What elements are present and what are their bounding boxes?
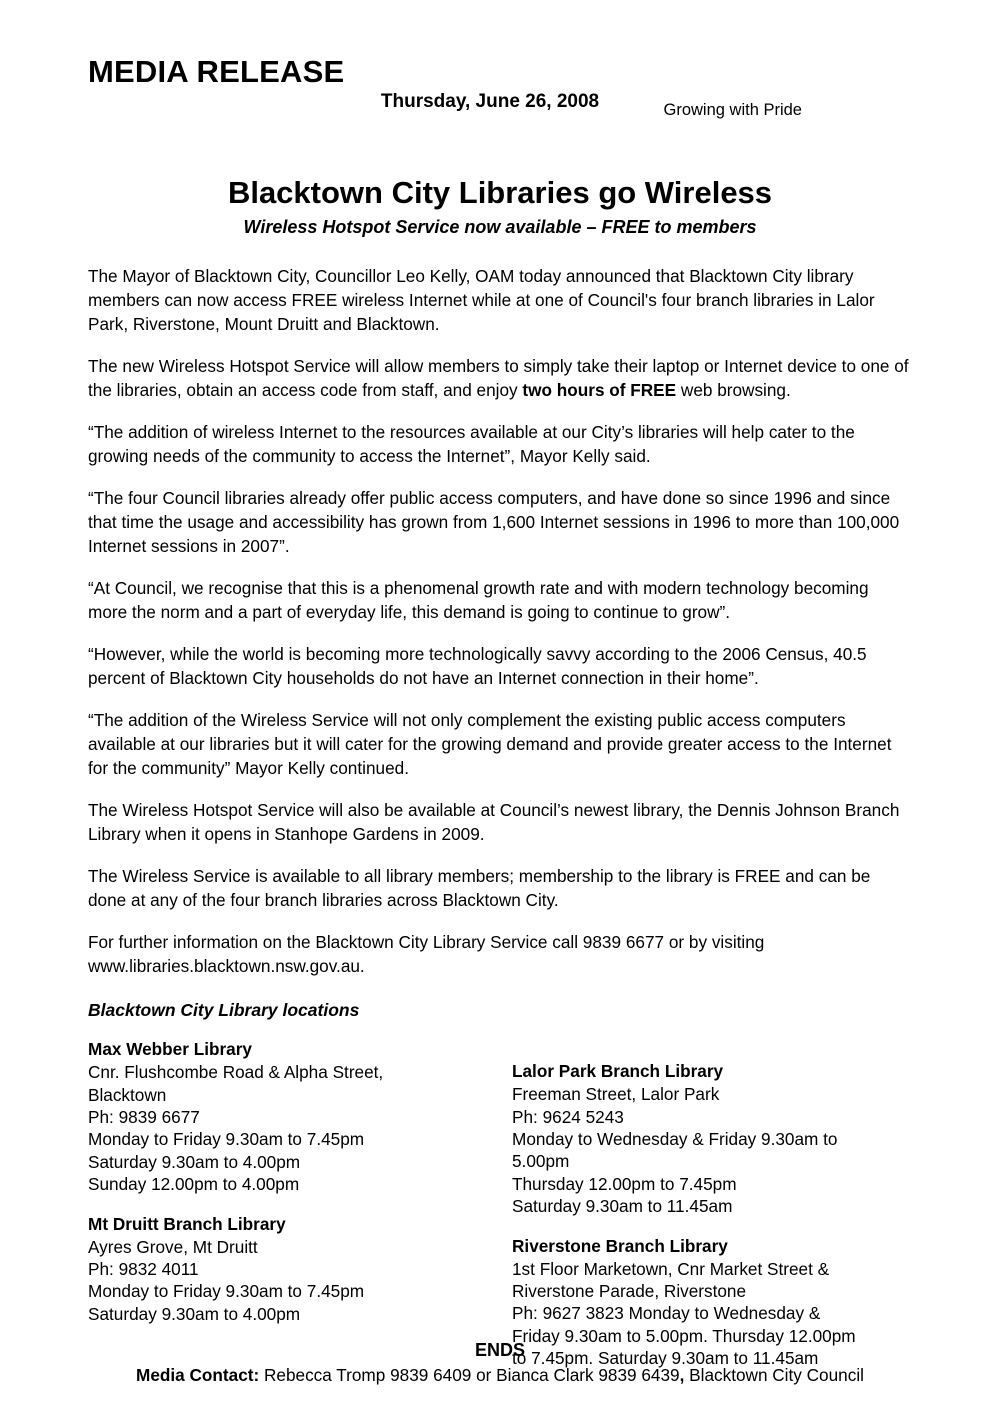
media-contact <box>0 1365 1000 1386</box>
location-line: to 7.45pm. Saturday 9.30am to 11.45am <box>512 1347 819 1368</box>
body-copy <box>88 264 912 979</box>
location-max-webber <box>88 1039 500 1195</box>
paragraph-2 <box>88 354 912 403</box>
council-tagline: Growing with Pride <box>663 101 802 119</box>
page-title: Blacktown City Libraries go Wireless <box>227 175 773 210</box>
location-line: Monday to Friday 9.30am to 7.45pm <box>88 1281 365 1302</box>
location-line: Riverstone Parade, Riverstone <box>512 1280 747 1301</box>
document-footer <box>0 1340 1000 1386</box>
locations-column-right <box>500 1039 912 1387</box>
location-line: 5.00pm <box>512 1151 570 1172</box>
media-release-title: MEDIA RELEASE <box>88 54 345 89</box>
location-line: Friday 9.30am to 5.00pm. Thursday 12.00pm <box>512 1325 856 1346</box>
location-line: Monday to Friday 9.30am to 7.45pm <box>88 1129 365 1150</box>
location-line: Ph: 9624 5243 <box>512 1106 624 1127</box>
paragraph-1: The Mayor of Blacktown City, Councillor Leo Kelly, OAM today announced that Blacktown City library members can now access FREE wireless Internet while at one of Council's four branch libraries in Lalor Park, Riverstone, Mount Druitt and Blacktown. <box>88 265 875 335</box>
location-line: Thursday 12.00pm to 7.45pm <box>512 1173 737 1194</box>
location-line: Ph: 9839 6677 <box>88 1107 200 1128</box>
paragraph-3: “The addition of wireless Internet to the resources available at our City’s libraries will help cater to the growing needs of the community to access the Internet”, Mayor Kelly said. <box>88 421 855 467</box>
location-line: Blacktown <box>88 1084 167 1105</box>
location-line: Saturday 9.30am to 4.00pm <box>88 1303 301 1324</box>
paragraph-6: “However, while the world is becoming more technologically savvy according to the 2006 Census, 40.5 percent of Blacktown City households do not have an Internet connection in their home”. <box>88 643 867 689</box>
location-lalor-park <box>512 1061 912 1217</box>
location-line: Sunday 12.00pm to 4.00pm <box>88 1174 300 1195</box>
paragraph-2-part-a: The new Wireless Hotspot Service will allow members to simply take their laptop or Internet device to one of the libraries, obtain an access code from staff, and enjoy <box>88 355 909 401</box>
location-name: Lalor Park Branch Library <box>512 1061 724 1082</box>
location-line: 1st Floor Marketown, Cnr Market Street & <box>512 1258 830 1279</box>
location-line: Saturday 9.30am to 4.00pm <box>88 1151 301 1172</box>
paragraph-2-part-b: web browsing. <box>676 380 791 401</box>
location-line: Cnr. Flushcombe Road & Alpha Street, <box>88 1062 384 1083</box>
paragraph-4: “The four Council libraries already offer public access computers, and have done so since 1996 and since that time the usage and accessibility has grown from 1,600 Internet sessions in 1996 to more than 100,000 Internet sessions in 2007”. <box>88 487 900 557</box>
location-line: Ph: 9832 4011 <box>88 1258 199 1279</box>
location-name: Max Webber Library <box>88 1039 252 1060</box>
page-subtitle: Wireless Hotspot Service now available – FREE to members <box>243 216 757 237</box>
column-spacer <box>512 1039 912 1061</box>
media-contact-org: Blacktown City Council <box>684 1365 864 1385</box>
masthead <box>88 55 912 151</box>
media-contact-comma: , <box>679 1365 685 1385</box>
paragraph-9: The Wireless Service is available to all library members; membership to the library is FREE and can be done at any of the four branch libraries across Blacktown City. <box>88 865 871 911</box>
paragraph-5: “At Council, we recognise that this is a phenomenal growth rate and with modern technology becoming more the norm and a part of everyday life, this demand is going to continue to grow”. <box>88 577 869 623</box>
location-mt-druitt <box>88 1214 500 1325</box>
ends-marker: ENDS <box>474 1340 525 1360</box>
paragraph-10: For further information on the Blacktown City Library Service call 9839 6677 or by visiting www.libraries.blacktown.nsw.gov.au. <box>88 931 765 976</box>
location-name: Riverstone Branch Library <box>512 1235 728 1256</box>
location-line: Monday to Wednesday & Friday 9.30am to <box>512 1129 838 1150</box>
location-line: Saturday 9.30am to 11.45am <box>512 1196 733 1217</box>
location-line: Freeman Street, Lalor Park <box>512 1084 720 1105</box>
paragraph-2-emphasis: two hours of FREE <box>522 380 677 401</box>
release-date: Thursday, June 26, 2008 <box>380 91 600 113</box>
location-line: Ayres Grove, Mt Druitt <box>88 1236 258 1257</box>
paragraph-7: “The addition of the Wireless Service will not only complement the existing public access computers available at our libraries but it will cater for the growing demand and provide greater access to the Internet for the community” Mayor Kelly continued. <box>88 709 892 779</box>
location-line: Ph: 9627 3823 Monday to Wednesday & <box>512 1303 821 1324</box>
location-name: Mt Druitt Branch Library <box>88 1213 286 1234</box>
locations-column-left <box>88 1039 500 1387</box>
media-contact-label: Media Contact: <box>136 1365 260 1385</box>
media-contact-names: Rebecca Tromp 9839 6409 or Bianca Clark 9839 6439 <box>259 1365 680 1385</box>
paragraph-8: The Wireless Hotspot Service will also be available at Council’s newest library, the Dennis Johnson Branch Library when it opens in Stanhope Gardens in 2009. <box>88 799 900 845</box>
locations-list <box>88 1039 912 1387</box>
locations-heading: Blacktown City Library locations <box>88 1000 360 1021</box>
